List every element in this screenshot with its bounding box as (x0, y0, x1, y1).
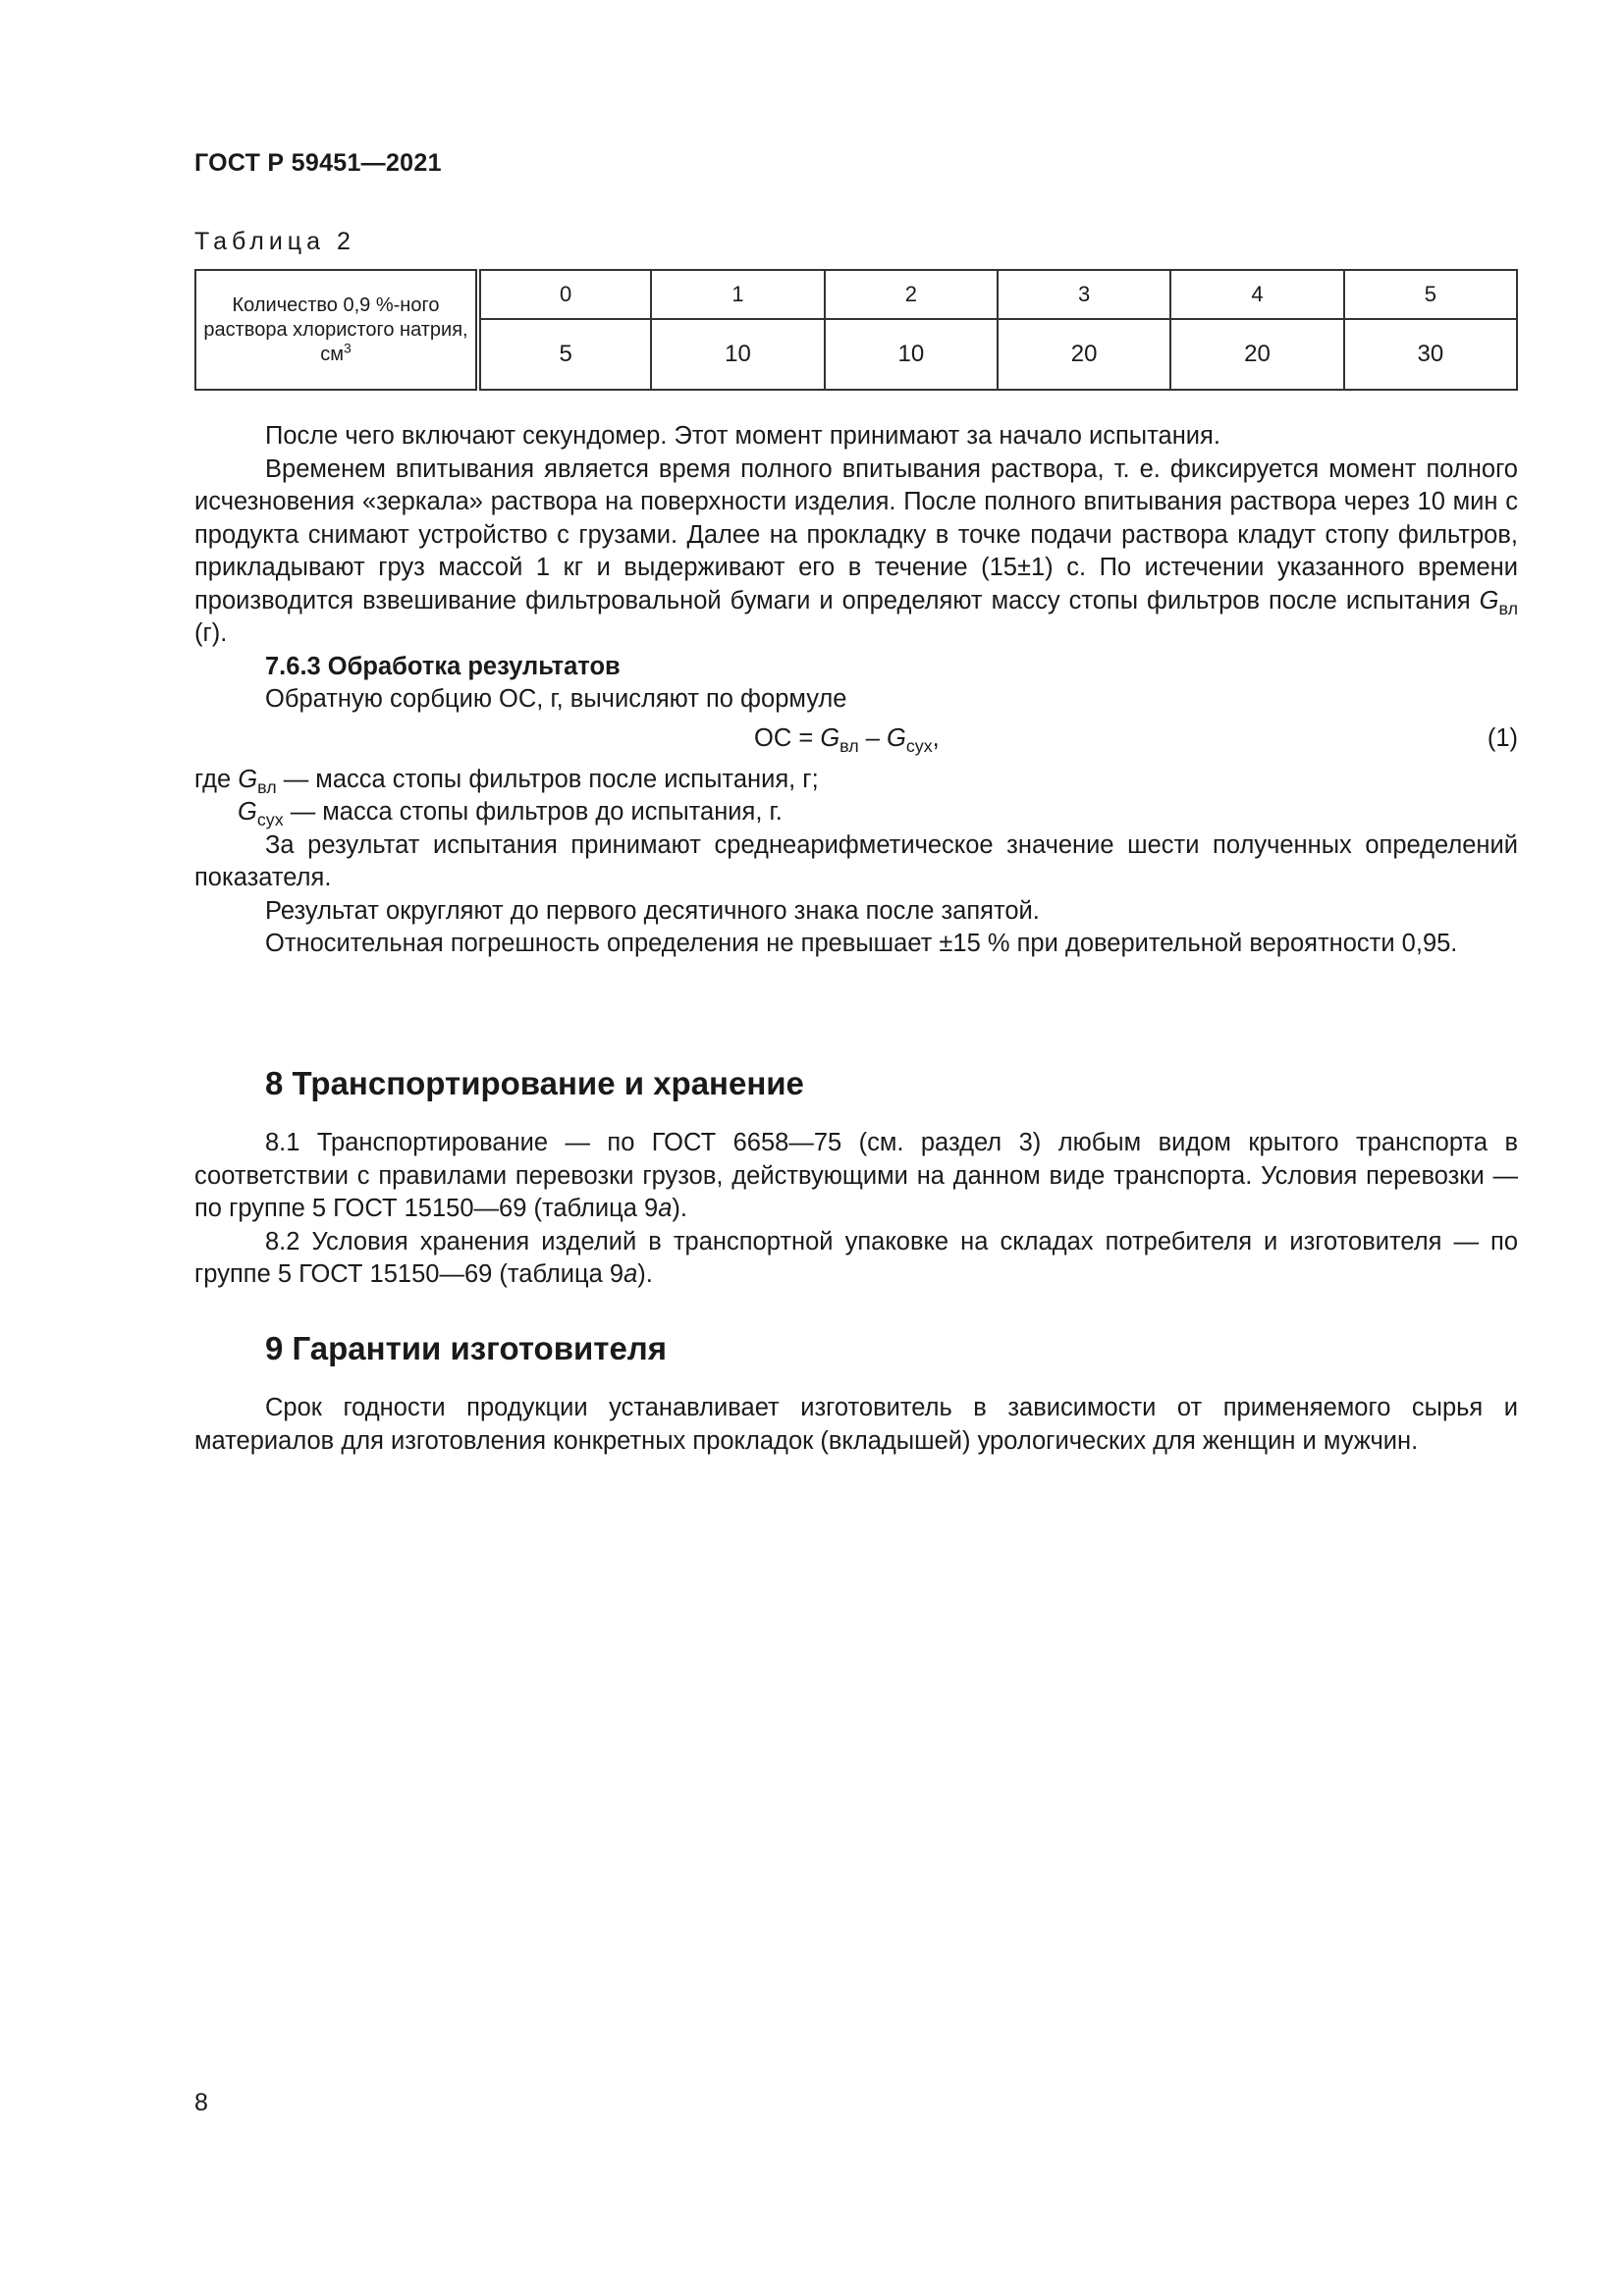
section-9-text (194, 1392, 1518, 1458)
paragraph: 8.1 Транспортирование — по ГОСТ 6658—75 (см. раздел 3) любым видом крытого транспорта в соответствии с правилами перевозки грузов, действующими на данном виде транспорта. Условия перевозки — по группе 5 ГОСТ 15150—69 (таблица 9а). (194, 1129, 1518, 1222)
paragraph: Временем впитывания является время полного впитывания раствора, т. е. фиксируется момент полного исчезновения «зеркала» раствора на поверхности изделия. После полного впитывания раствора через 10 мин с продукта снимают устройство с грузами. Далее на прокладку в точке подачи раствора кладут стопу фильтров, прикладывают груз массой 1 кг и выдерживают его в течение (15±1) с. По истечении указанного времени производится взвешивание фильтровальной бумаги и определяют массу стопы фильтров после испытания $G_{вл}$ (г). (194, 454, 1518, 647)
subsection-heading: 7.6.3 Обработка результатов (265, 652, 621, 680)
paragraph: Срок годности продукции устанавливает изготовитель в зависимости от применяемого сырья и материалов для изготовления конкретных прокладок (вкладышей) урологических для женщин и мужчин. (194, 1394, 1518, 1455)
table-cell: 5 (478, 319, 651, 390)
table-cell: 10 (651, 319, 824, 390)
formula-legend: $G_{сух}$ — масса стопы фильтров до испытания, г. (238, 798, 783, 830)
paragraph: Результат округляют до первого десятичного знака после запятой. (265, 896, 1040, 925)
table-row (195, 270, 1517, 319)
table-2 (194, 269, 1518, 391)
formula-legend: где $G_{вл}$ — масса стопы фильтров после испытания, г; (194, 765, 819, 797)
paragraph: После чего включают секундомер. Этот момент принимают за начало испытания. (265, 422, 1220, 450)
table-row-header: Количество 0,9 %-ного раствора хлористого натрия, $см^3$ (195, 270, 478, 390)
table-cell: 0 (478, 270, 651, 319)
formula (194, 717, 1518, 764)
paragraph: Относительная погрешность определения не превышает ±15 % при доверительной вероятности 0,95. (265, 930, 1458, 957)
table-cell: 3 (998, 270, 1170, 319)
page-number: 8 (194, 2089, 208, 2116)
table-caption: Таблица 2 (194, 228, 355, 255)
table-cell: 4 (1170, 270, 1343, 319)
table-cell: 1 (651, 270, 824, 319)
paragraph: 8.2 Условия хранения изделий в транспортной упаковке на складах потребителя и изготовителя — по группе 5 ГОСТ 15150—69 (таблица 9а). (194, 1227, 1518, 1288)
paragraph: За результат испытания принимают среднеарифметическое значение шести полученных определений показателя. (194, 830, 1518, 891)
paragraph: Обратную сорбцию ОС, г, вычисляют по формуле (265, 685, 847, 713)
table-cell: 30 (1344, 319, 1517, 390)
formula-number: (1) (1487, 723, 1518, 752)
section-9-heading: 9 Гарантии изготовителя (265, 1330, 668, 1366)
table-cell: 10 (825, 319, 998, 390)
document-header: ГОСТ Р 59451—2021 (194, 149, 442, 177)
section-8-heading: 8 Транспортирование и хранение (265, 1065, 804, 1101)
table-cell: 5 (1344, 270, 1517, 319)
formula-expression: ОС = $G_{вл} - G_{сух}$, (754, 723, 940, 756)
table-cell: 2 (825, 270, 998, 319)
document-page (194, 0, 1518, 2296)
table-cell: 20 (998, 319, 1170, 390)
section-8-text (194, 1127, 1518, 1292)
table-cell: 20 (1170, 319, 1343, 390)
section-7-text (194, 420, 1518, 961)
